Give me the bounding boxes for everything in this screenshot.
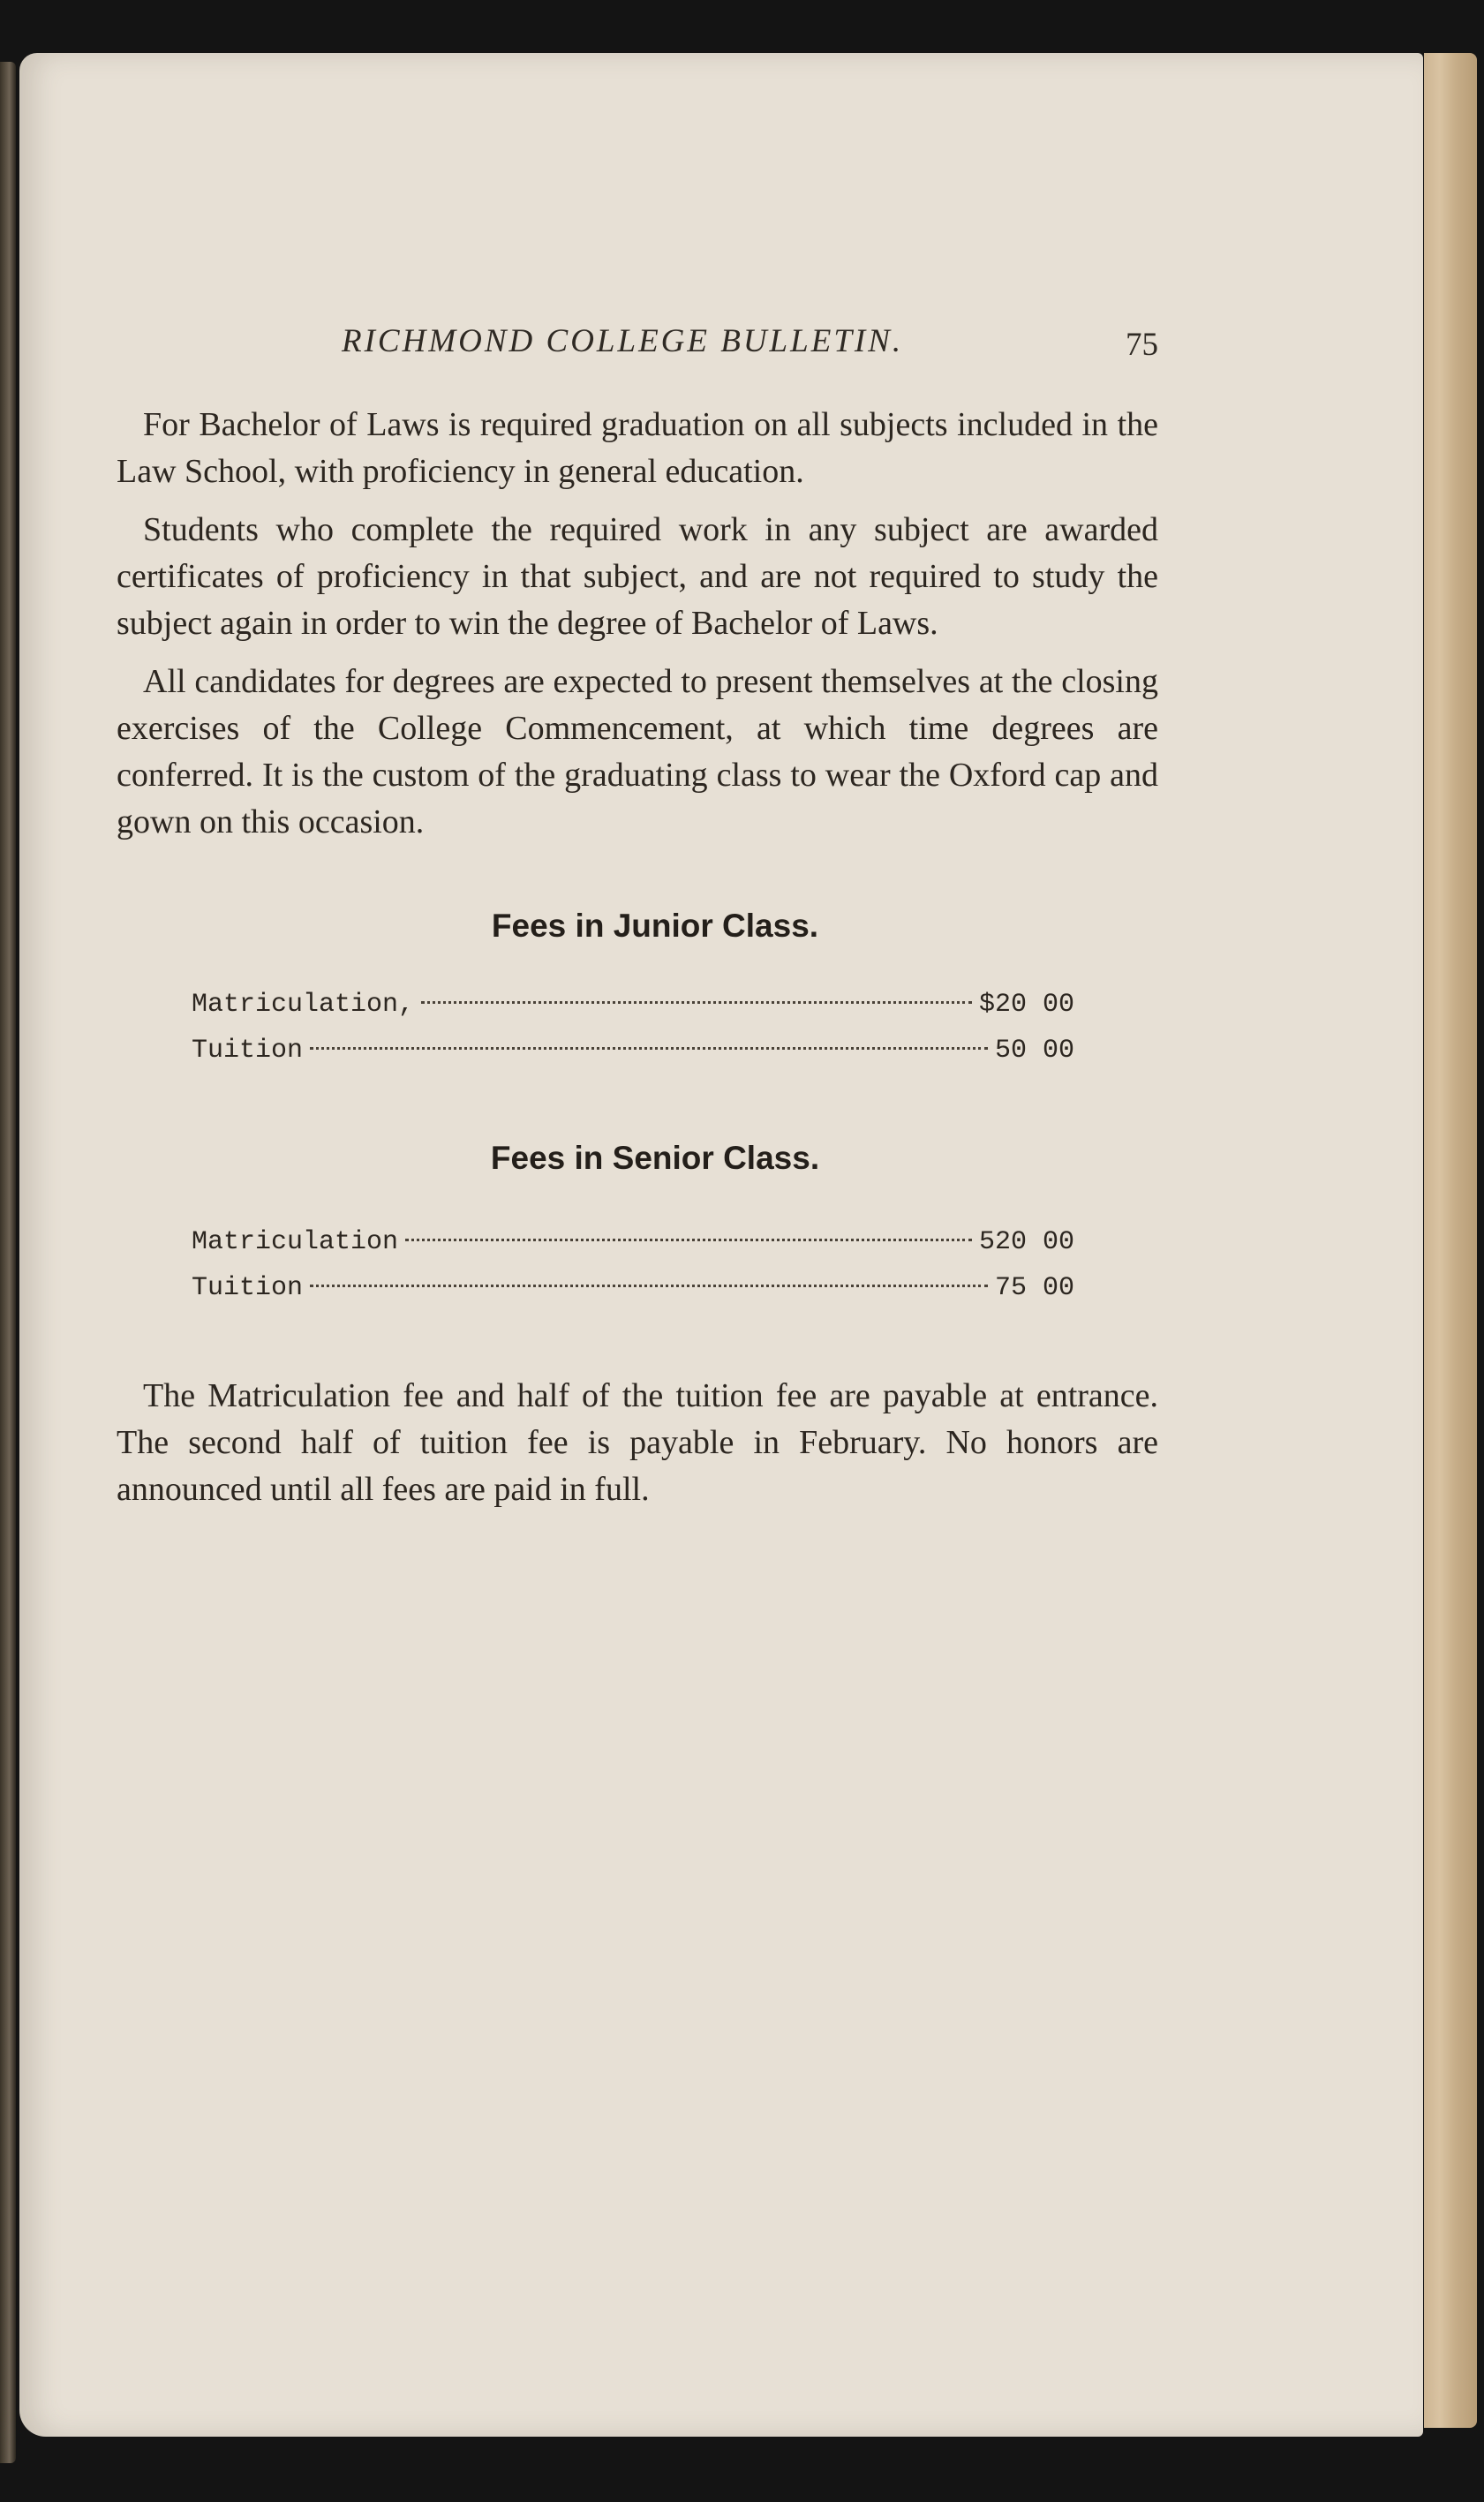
paragraph-bachelor-of-laws: For Bachelor of Laws is required graduation on all subjects included in the Law School, with proficiency in general education. [117,406,1158,490]
senior-fees-heading: Fees in Senior Class. [490,1140,820,1176]
senior-fees-table [192,1219,1074,1311]
running-title: RICHMOND COLLEGE BULLETIN. [342,323,904,359]
fee-row [192,1265,1074,1311]
previous-page-edge [0,62,16,2463]
paragraph-fee-payment: The Matriculation fee and half of the tuition fee are payable at entrance. The second half of tuition fee is payable in February. No honors are announced until all fees are paid in full. [117,1377,1158,1508]
page-number: 75 [1126,327,1158,363]
fee-label: Tuition [192,1273,304,1303]
dot-leader [405,1239,972,1241]
fee-row [192,1028,1074,1074]
page-content [117,322,1158,1513]
fee-amount: $20 00 [978,990,1074,1020]
page-stack-edge [1424,53,1477,2428]
dot-leader [310,1285,988,1287]
dot-leader [421,1001,972,1004]
fee-label: Matriculation, [192,990,415,1020]
paragraph-certificates: Students who complete the required work in any subject are awarded certificates of proficiency in that subject, and are not required to study the subject again in order to win the degree of Bachelor of Laws. [117,511,1158,642]
fee-row [192,982,1074,1028]
fee-amount: 75 00 [994,1273,1074,1303]
fee-label: Tuition [192,1036,304,1066]
junior-fees-heading: Fees in Junior Class. [491,908,819,944]
dot-leader [310,1047,988,1050]
paragraph-commencement: All candidates for degrees are expected to present themselves at the closing exercises of the College Commencement, at which time degrees are conferred. It is the custom of the graduating class to wear the Oxford cap and gown on this occasion. [117,663,1158,840]
fee-amount: 520 00 [978,1227,1074,1257]
fee-label: Matriculation [192,1227,399,1257]
junior-fees-table [192,982,1074,1074]
fee-row [192,1219,1074,1265]
running-head [117,322,1158,375]
fee-amount: 50 00 [994,1036,1074,1066]
book-page [19,53,1423,2437]
